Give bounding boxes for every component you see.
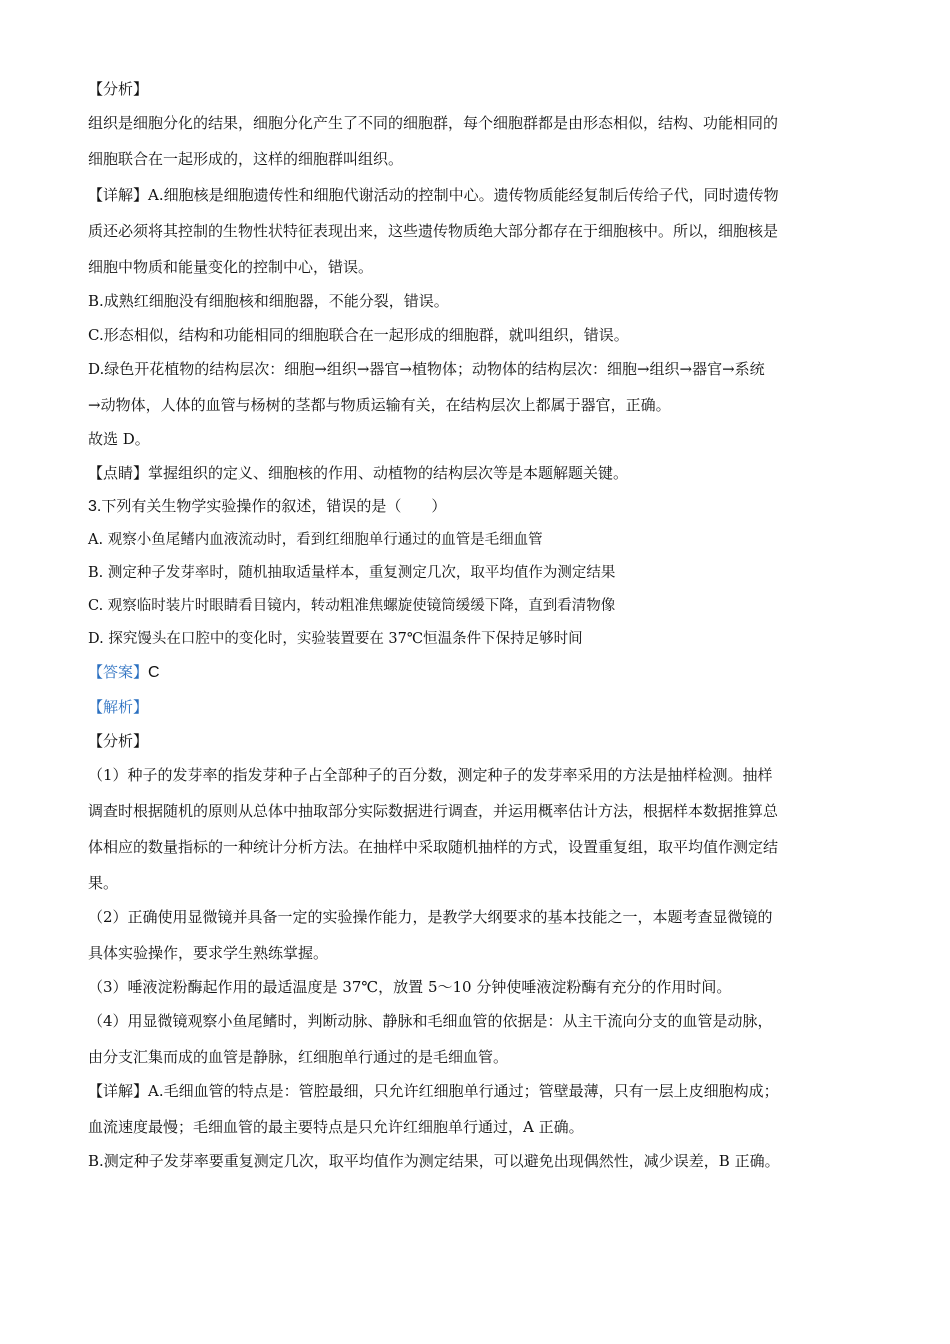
- question-number: 3.: [88, 498, 102, 515]
- detail-line: 细胞中物质和能量变化的控制中心，错误。: [88, 258, 374, 276]
- detail-line: 【详解】A.细胞核是细胞遗传性和细胞代谢活动的控制中心。遗传物质能经复制后传给子代，同时遗传物: [88, 186, 779, 204]
- analysis-line: （3）唾液淀粉酶起作用的最适温度是 37℃，放置 5～10 分钟使唾液淀粉酶有充分的作用时间。: [88, 978, 732, 996]
- detail-line: D.绿色开花植物的结构层次：细胞→组织→器官→植物体；动物体的结构层次：细胞→组织→器官→系统: [88, 360, 765, 378]
- question-stem: [88, 495, 868, 518]
- analysis-line: 具体实验操作，要求学生熟练掌握。: [88, 944, 329, 962]
- analysis-line: （4）用显微镜观察小鱼尾鳍时，判断动脉、静脉和毛细血管的依据是：从主干流向分支的血管是动脉，: [88, 1012, 773, 1030]
- analysis-heading: 【分析】: [88, 732, 149, 750]
- analysis-line: 果。: [88, 874, 119, 892]
- analysis-line: 由分支汇集而成的血管是静脉，红细胞单行通过的是毛细血管。: [88, 1048, 509, 1066]
- answer-line: [88, 661, 868, 684]
- detail-line: →动物体，人体的血管与杨树的茎都与物质运输有关，在结构层次上都属于器官，正确。: [88, 396, 671, 414]
- option-c: C. 观察临时装片时眼睛看目镜内，转动粗准焦螺旋使镜筒缓缓下降，直到看清物像: [88, 598, 616, 614]
- option-b: B. 测定种子发芽率时，随机抽取适量样本，重复测定几次，取平均值作为测定结果: [88, 565, 616, 581]
- comment-line: 【点睛】掌握组织的定义、细胞核的作用、动植物的结构层次等是本题解题关键。: [88, 464, 629, 482]
- answer-label: 【答案】: [88, 663, 149, 681]
- detail-line: 血流速度最慢；毛细血管的最主要特点是只允许红细胞单行通过，A 正确。: [88, 1118, 584, 1136]
- detail-line: B.测定种子发芽率要重复测定几次，取平均值作为测定结果，可以避免出现偶然性，减少误差，B 正确。: [88, 1152, 780, 1170]
- analysis-line: 组织是细胞分化的结果，细胞分化产生了不同的细胞群，每个细胞群都是由形态相似，结构、功能相同的: [88, 114, 779, 132]
- detail-line: C.形态相似，结构和功能相同的细胞联合在一起形成的细胞群，就叫组织，错误。: [88, 326, 629, 344]
- detail-line: 故选 D。: [88, 430, 150, 448]
- question-text: 下列有关生物学实验操作的叙述，错误的是（ ）: [101, 497, 447, 515]
- analysis-line: 细胞联合在一起形成的，这样的细胞群叫组织。: [88, 150, 404, 168]
- analysis-line: （1）种子的发芽率的指发芽种子占全部种子的百分数，测定种子的发芽率采用的方法是抽样检测。抽样: [88, 766, 773, 784]
- analysis-line: 体相应的数量指标的一种统计分析方法。在抽样中采取随机抽样的方式，设置重复组，取平均值作测定结: [88, 838, 779, 856]
- analysis-heading: 【分析】: [88, 80, 149, 98]
- analysis-line: 调查时根据随机的原则从总体中抽取部分实际数据进行调查，并运用概率估计方法，根据样本数据推算总: [88, 802, 779, 820]
- detail-line: B.成熟红细胞没有细胞核和细胞器，不能分裂，错误。: [88, 292, 449, 310]
- detail-line: 【详解】A.毛细血管的特点是：管腔最细，只允许红细胞单行通过；管壁最薄，只有一层上皮细胞构成；: [88, 1082, 779, 1100]
- analysis-line: （2）正确使用显微镜并具备一定的实验操作能力，是教学大纲要求的基本技能之一，本题考查显微镜的: [88, 908, 773, 926]
- option-a: A. 观察小鱼尾鳍内血液流动时，看到红细胞单行通过的血管是毛细血管: [88, 532, 543, 548]
- answer-value: C: [148, 664, 160, 681]
- document-page: [88, 78, 868, 1184]
- detail-line: 质还必须将其控制的生物性状特征表现出来，这些遗传物质绝大部分都存在于细胞核中。所以，细胞核是: [88, 222, 779, 240]
- explain-label: 【解析】: [88, 698, 149, 716]
- option-d: D. 探究馒头在口腔中的变化时，实验装置要在 37℃恒温条件下保持足够时间: [88, 631, 583, 647]
